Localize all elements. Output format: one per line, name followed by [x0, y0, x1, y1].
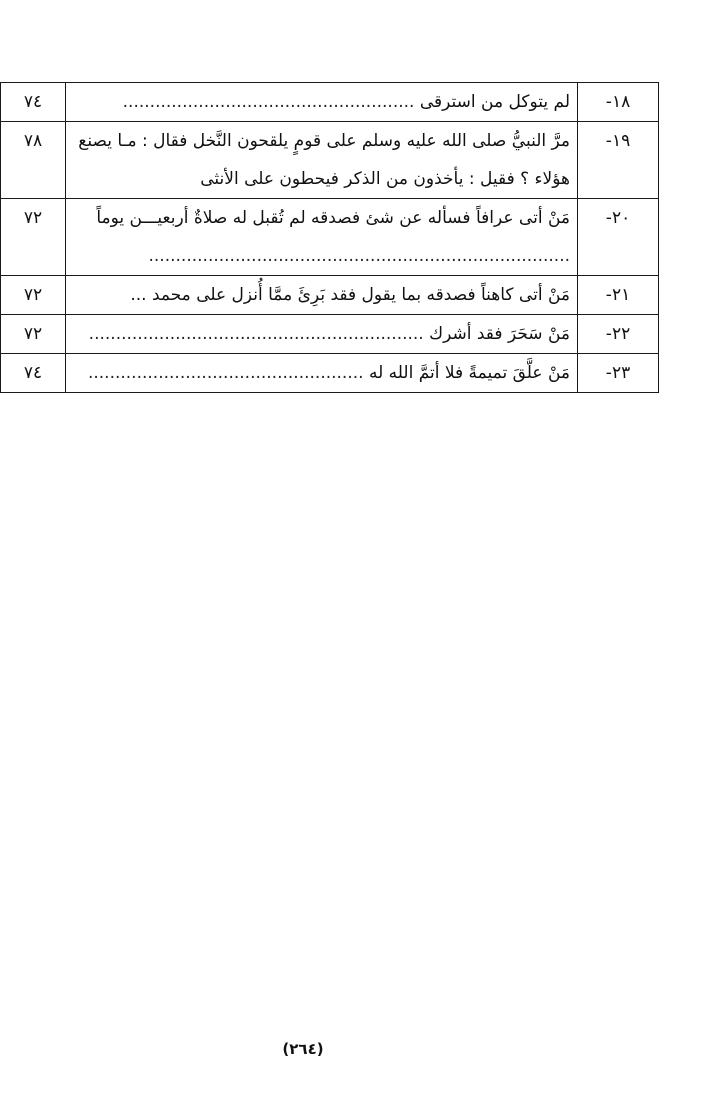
leader-dots: .............................................................. [88, 324, 424, 344]
page-number: ٧٢ [1, 315, 66, 354]
table-row [1, 315, 659, 354]
entry-number: ٢٢- [578, 315, 659, 354]
entry-text-cell [66, 276, 578, 315]
entry-text: مَنْ أتى عرافاً فسأله عن شئ فصدقه لم تُقبل له صلاةٌ أربعيـــن يوماً [96, 208, 570, 228]
page-number: ٧٤ [1, 83, 66, 122]
entry-text: مَنْ علَّقَ تميمةً فلا أتمَّ الله له [368, 363, 570, 383]
table-row [1, 199, 659, 276]
entry-text: مَنْ أتى كاهناً فصدقه بما يقول فقد بَرِئَ ممَّا أُنزل على محمد ... [130, 285, 570, 305]
table-row [1, 354, 659, 393]
entry-number: ١٩- [578, 122, 659, 199]
table-row [1, 83, 659, 122]
entry-number: ١٨- [578, 83, 659, 122]
entry-text-cell [66, 83, 578, 122]
entry-text-cell [66, 199, 578, 276]
leader-dots: ...................................................... [122, 92, 415, 112]
page-folio-number: (٢٦٤) [282, 1040, 324, 1058]
leader-dots: .............................................................................. [148, 246, 570, 266]
entry-number: ٢٠- [578, 199, 659, 276]
entry-text: لم يتوكل من استرقى [419, 92, 570, 112]
page-number: ٧٢ [1, 199, 66, 276]
page-number: ٧٢ [1, 276, 66, 315]
entry-text: مَنْ سَحَرَ فقد أشرك [429, 324, 570, 344]
leader-dots: ................................................... [87, 363, 364, 383]
hadith-index-table [0, 82, 659, 393]
page-number: ٧٤ [1, 354, 66, 393]
entry-text-cell [66, 354, 578, 393]
table-row [1, 122, 659, 199]
entry-text-cell [66, 122, 578, 199]
entry-number: ٢٣- [578, 354, 659, 393]
table-row [1, 276, 659, 315]
entry-text-cell [66, 315, 578, 354]
page-number: ٧٨ [1, 122, 66, 199]
entry-number: ٢١- [578, 276, 659, 315]
entry-text: مرَّ النبيُّ صلى الله عليه وسلم على قومٍ يلقحون النَّخل فقال : مـا يصنع هؤلاء ؟ فقيل : يأخذون من الذكر فيحطون على الأنثى [78, 131, 570, 189]
